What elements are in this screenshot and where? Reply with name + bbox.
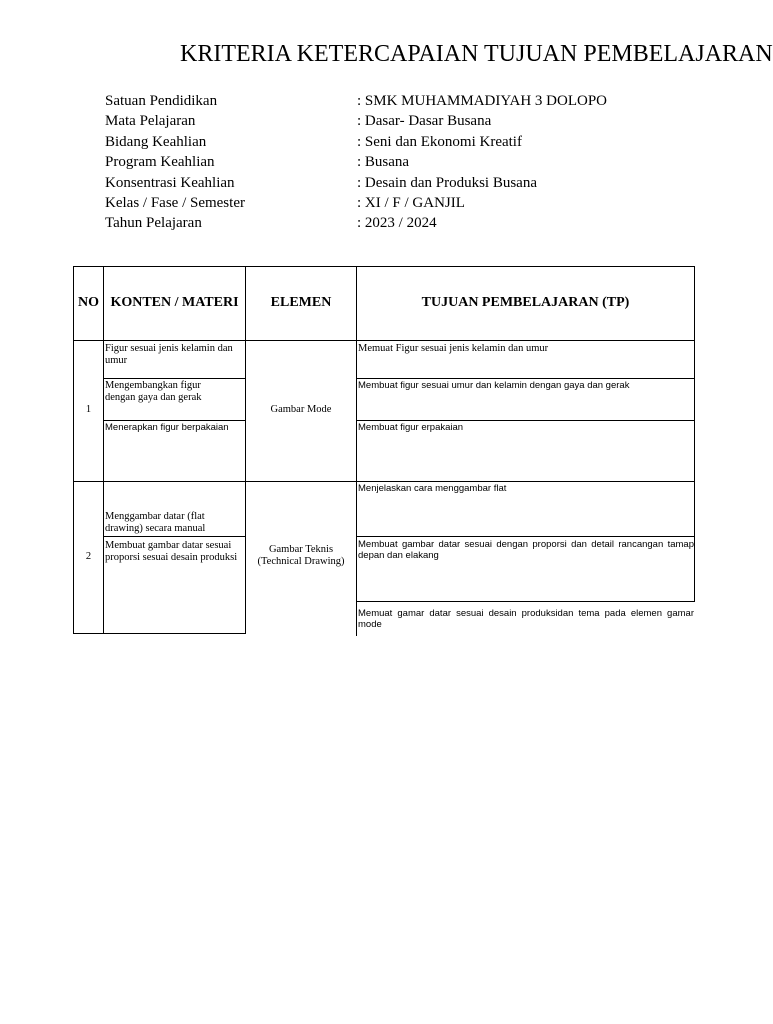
konten-item: Menggambar datar (flat drawing) secara manual <box>105 511 206 534</box>
tujuan-divider <box>356 420 695 421</box>
konten-divider <box>103 536 246 537</box>
page-title: KRITERIA KETERCAPAIAN TUJUAN PEMBELAJARAN <box>180 41 773 67</box>
tujuan-item: Memuat Figur sesuai jenis kelamin dan umur <box>358 343 549 354</box>
info-label: Satuan Pendidikan <box>105 93 218 109</box>
tujuan-item: Membuat figur sesuai umur dan kelamin dengan gaya dan gerak <box>358 380 630 391</box>
konten-item: Menerapkan figur berpakaian <box>105 422 229 433</box>
info-value: : Desain dan Produksi Busana <box>357 174 537 191</box>
table-border-top <box>73 266 695 267</box>
konten-divider <box>103 378 246 379</box>
tujuan-item: Menjelaskan cara menggambar flat <box>358 483 507 494</box>
info-value: : Busana <box>357 154 410 171</box>
konten-item: Membuat gambar datar sesuai proporsi sesuai desain produksi <box>105 540 238 563</box>
row-number: 2 <box>85 551 92 562</box>
header-elemen: ELEMEN <box>270 295 332 310</box>
info-label: Mata Pelajaran <box>105 113 196 130</box>
header-tujuan-pembelajaran: TUJUAN PEMBELAJARAN (TP) <box>421 295 630 310</box>
tujuan-item: Membuat figur erpakaian <box>358 422 464 433</box>
header-konten-materi: KONTEN / MATERI <box>110 295 239 310</box>
column-divider-no <box>103 266 104 634</box>
row-1-bottom-border <box>73 481 695 482</box>
criteria-table <box>73 266 695 636</box>
table-border-left <box>73 266 74 634</box>
info-label: Kelas / Fase / Semester <box>105 194 245 211</box>
column-divider-elemen <box>356 266 357 636</box>
info-value: : 2023 / 2024 <box>357 215 437 232</box>
info-label: Bidang Keahlian <box>105 133 207 150</box>
tujuan-divider <box>356 536 695 537</box>
tujuan-item: Memuat gamar datar sesuai desain produksidan tema pada elemen gamar mode <box>358 608 694 630</box>
elemen-cell: Gambar Mode <box>270 404 332 415</box>
info-label: Tahun Pelajaran <box>105 215 202 232</box>
table-border-right <box>694 266 695 602</box>
tujuan-item: Membuat gambar datar sesuai dengan proporsi dan detail rancangan tamap depan dan elakang <box>358 539 694 561</box>
row-number: 1 <box>85 404 92 415</box>
konten-divider <box>103 420 246 421</box>
tujuan-divider <box>356 378 695 379</box>
elemen-cell: Gambar Teknis (Technical Drawing) <box>257 544 345 567</box>
konten-item: Mengembangkan figur dengan gaya dan gerak <box>105 380 202 403</box>
info-value: : Dasar- Dasar Busana <box>357 113 492 130</box>
info-label: Program Keahlian <box>105 154 215 171</box>
konten-item: Figur sesuai jenis kelamin dan umur <box>105 343 233 366</box>
tujuan-divider <box>356 601 695 602</box>
header-no: NO <box>78 295 99 310</box>
info-value: : SMK MUHAMMADIYAH 3 DOLOPO <box>357 93 608 109</box>
info-value: : XI / F / GANJIL <box>357 194 465 211</box>
header-bottom-border <box>73 340 695 341</box>
info-label: Konsentrasi Keahlian <box>105 174 235 191</box>
info-value: : Seni dan Ekonomi Kreatif <box>357 133 522 150</box>
table-border-bottom <box>73 633 246 634</box>
column-divider-konten <box>245 266 246 634</box>
